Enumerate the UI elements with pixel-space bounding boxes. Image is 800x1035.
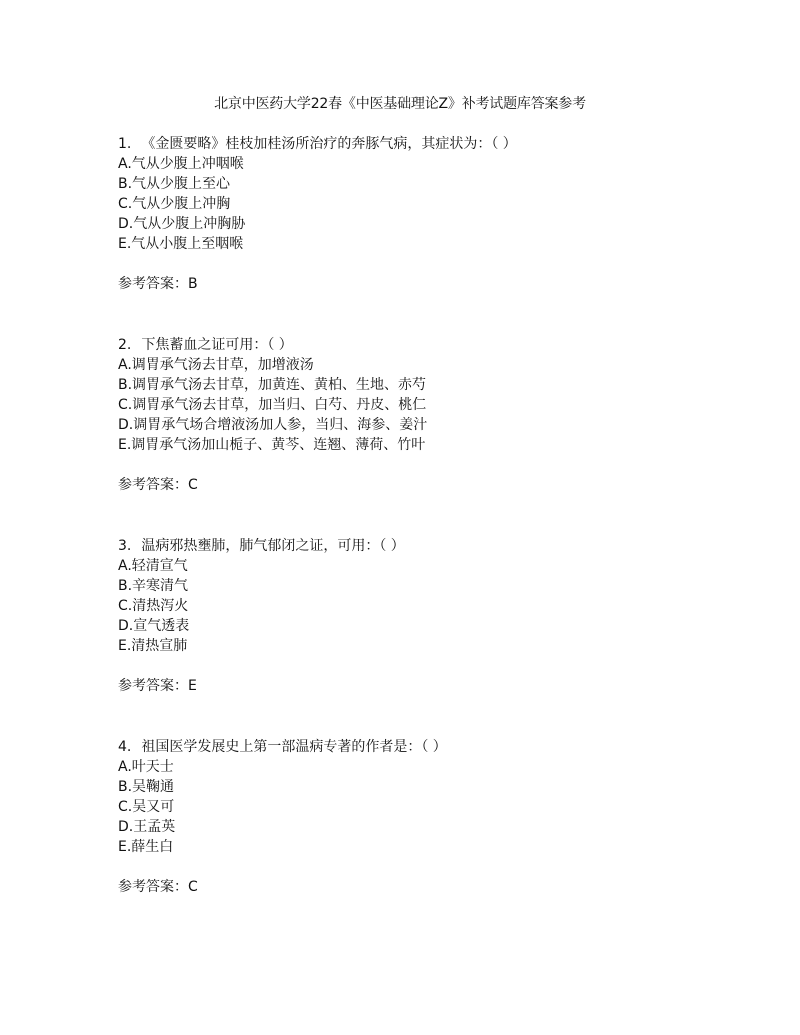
question-number: 1. bbox=[118, 136, 132, 152]
question-text bbox=[118, 134, 758, 154]
answer-value: E bbox=[188, 678, 197, 694]
answer-label: 参考答案： bbox=[118, 879, 188, 895]
option-list bbox=[118, 556, 758, 656]
option-b: B.气从少腹上至心 bbox=[118, 176, 231, 192]
option-a: A.叶天士 bbox=[118, 759, 174, 775]
question-text bbox=[118, 335, 758, 355]
question-number: 4. bbox=[118, 739, 132, 755]
question-stem: 温病邪热壅肺，肺气郁闭之证，可用：（ ） bbox=[141, 538, 405, 554]
page-title: 北京中医药大学22春《中医基础理论Z》补考试题库答案参考 bbox=[214, 96, 586, 112]
answer-line bbox=[118, 676, 758, 696]
answer-label: 参考答案： bbox=[118, 678, 188, 694]
option-e: E.薛生白 bbox=[118, 839, 174, 855]
option-c: C.吴又可 bbox=[118, 799, 175, 815]
option-b: B.辛寒清气 bbox=[118, 578, 189, 594]
answer-value: C bbox=[188, 477, 198, 493]
option-d: D.调胃承气场合增液汤加人参，当归、海参、姜汁 bbox=[118, 417, 428, 433]
option-e: E.清热宣肺 bbox=[118, 638, 188, 654]
option-a: A.调胃承气汤去甘草，加增液汤 bbox=[118, 357, 314, 373]
question-stem: 《金匮要略》桂枝加桂汤所治疗的奔豚气病，其症状为：（ ） bbox=[141, 136, 517, 152]
option-d: D.宣气透表 bbox=[118, 618, 190, 634]
answer-label: 参考答案： bbox=[118, 477, 188, 493]
option-d: D.王孟英 bbox=[118, 819, 176, 835]
option-list bbox=[118, 154, 758, 254]
answer-line bbox=[118, 877, 758, 897]
option-c: C.调胃承气汤去甘草，加当归、白芍、丹皮、桃仁 bbox=[118, 397, 427, 413]
question-text bbox=[118, 536, 758, 556]
answer-line bbox=[118, 274, 758, 294]
answer-value: C bbox=[188, 879, 198, 895]
question-4 bbox=[118, 737, 758, 897]
question-number: 2. bbox=[118, 337, 132, 353]
option-b: B.吴鞠通 bbox=[118, 779, 175, 795]
option-b: B.调胃承气汤去甘草，加黄连、黄柏、生地、赤芍 bbox=[118, 377, 427, 393]
question-number: 3. bbox=[118, 538, 132, 554]
option-d: D.气从少腹上冲胸胁 bbox=[118, 216, 246, 232]
option-list bbox=[118, 757, 758, 857]
option-c: C.气从少腹上冲胸 bbox=[118, 196, 231, 212]
answer-value: B bbox=[188, 276, 198, 292]
question-3 bbox=[118, 536, 758, 696]
question-stem: 祖国医学发展史上第一部温病专著的作者是：（ ） bbox=[141, 739, 447, 755]
answer-label: 参考答案： bbox=[118, 276, 188, 292]
option-e: E.调胃承气汤加山栀子、黄芩、连翘、薄荷、竹叶 bbox=[118, 437, 426, 453]
option-a: A.气从少腹上冲咽喉 bbox=[118, 156, 244, 172]
question-2 bbox=[118, 335, 758, 495]
question-stem: 下焦蓄血之证可用：（ ） bbox=[141, 337, 293, 353]
question-1 bbox=[118, 134, 758, 294]
answer-line bbox=[118, 475, 758, 495]
option-list bbox=[118, 355, 758, 455]
option-a: A.轻清宣气 bbox=[118, 558, 188, 574]
option-c: C.清热泻火 bbox=[118, 598, 189, 614]
question-text bbox=[118, 737, 758, 757]
option-e: E.气从小腹上至咽喉 bbox=[118, 236, 244, 252]
